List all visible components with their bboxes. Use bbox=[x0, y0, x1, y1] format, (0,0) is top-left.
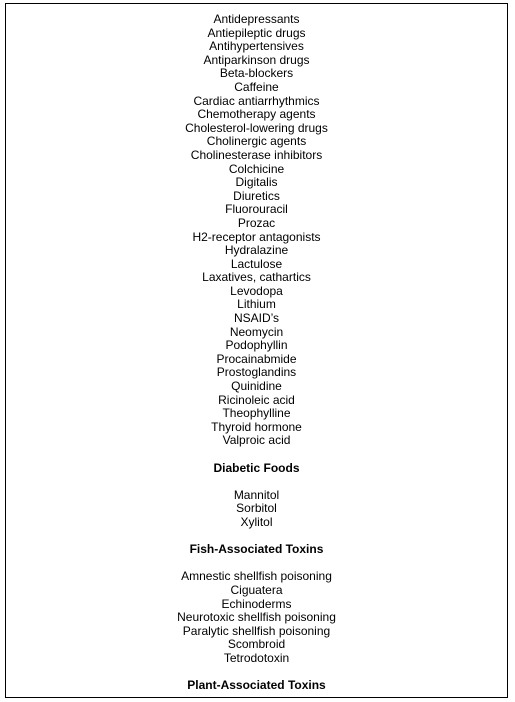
diabetic-food-item: Mannitol bbox=[233, 487, 280, 502]
drug-item: Lithium bbox=[237, 297, 276, 312]
fish-toxin-item: Paralytic shellfish poisoning bbox=[182, 623, 331, 638]
section-heading: Plant-Associated Toxins bbox=[187, 678, 326, 693]
drug-item: Prozac bbox=[237, 215, 276, 230]
drug-item: Chemotherapy agents bbox=[197, 107, 316, 122]
drug-item: Lactulose bbox=[230, 256, 283, 271]
drug-item: H2-receptor antagonists bbox=[192, 229, 321, 244]
drug-item: Cholesterol-lowering drugs bbox=[185, 120, 328, 135]
section-gap bbox=[6, 448, 507, 462]
drug-item: Antidepressants bbox=[213, 12, 300, 26]
drug-item: Thyroid hormone bbox=[211, 419, 302, 434]
drug-item: Antiparkinson drugs bbox=[203, 52, 310, 67]
diabetic-foods-section bbox=[6, 462, 507, 530]
heading-gap bbox=[6, 475, 507, 489]
section-gap bbox=[6, 530, 507, 544]
drug-item: Theophylline bbox=[222, 406, 291, 421]
fish-toxins-section bbox=[6, 543, 507, 665]
fish-toxin-item: Amnestic shellfish poisoning bbox=[181, 569, 332, 584]
drug-item: Cholinergic agents bbox=[206, 134, 307, 149]
drug-item: Caffeine bbox=[234, 79, 279, 94]
drug-item: Laxatives, cathartics bbox=[202, 270, 311, 285]
drug-item: Prostoglandins bbox=[216, 365, 297, 380]
fish-toxin-item: Echinoderms bbox=[221, 596, 292, 611]
drug-item: Colchicine bbox=[228, 161, 285, 176]
drug-item: Ricinoleic acid bbox=[218, 392, 295, 407]
drug-item: NSAID’s bbox=[233, 311, 280, 326]
drug-item: Cholinesterase inhibitors bbox=[190, 147, 323, 162]
fish-toxin-item: Scombroid bbox=[227, 637, 286, 652]
section-heading: Diabetic Foods bbox=[213, 460, 300, 475]
section-heading: Fish-Associated Toxins bbox=[189, 542, 324, 557]
diabetic-food-item: Sorbitol bbox=[236, 501, 277, 516]
drug-item: Hydralazine bbox=[224, 243, 289, 258]
drug-item: Neomycin bbox=[229, 324, 284, 339]
drug-item: Digitalis bbox=[235, 175, 278, 190]
drug-item: Quinidine bbox=[231, 379, 282, 394]
diabetic-food-item: Xylitol bbox=[240, 514, 273, 529]
drug-item: Valproic acid bbox=[222, 433, 291, 448]
section-gap bbox=[6, 666, 507, 680]
drug-item: Fluorouracil bbox=[225, 202, 288, 217]
drug-item: Procainabmide bbox=[216, 351, 297, 366]
drug-item: Diuretics bbox=[233, 188, 280, 203]
fish-toxin-item: Neurotoxic shellfish poisoning bbox=[177, 610, 336, 625]
drug-item: Antihypertensives bbox=[209, 39, 304, 54]
drug-list bbox=[6, 13, 507, 448]
drug-item: Podophyllin bbox=[225, 338, 288, 353]
fish-toxin-item: Tetrodotoxin bbox=[223, 650, 290, 665]
document-content bbox=[6, 13, 507, 693]
drug-item: Beta-blockers bbox=[219, 66, 294, 81]
document-frame bbox=[5, 3, 508, 698]
drug-item: Levodopa bbox=[230, 283, 283, 298]
drug-item: Cardiac antiarrhythmics bbox=[193, 93, 320, 108]
plant-toxins-section bbox=[6, 679, 507, 693]
drug-item: Antiepileptic drugs bbox=[207, 25, 306, 40]
heading-gap bbox=[6, 557, 507, 571]
fish-toxin-item: Ciguatera bbox=[230, 582, 283, 597]
